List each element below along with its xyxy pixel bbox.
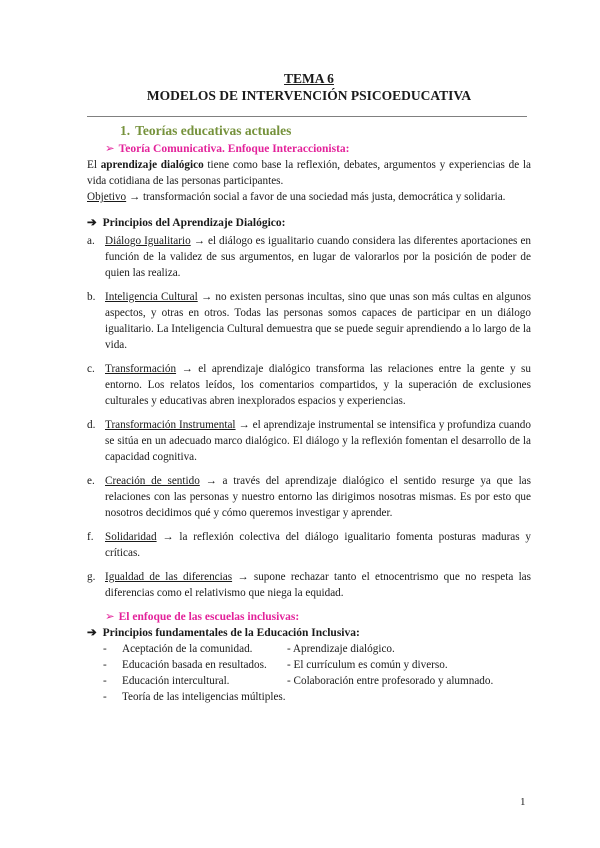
principles-heading — [87, 215, 531, 231]
subsection-title: Teoría Comunicativa. Enfoque Interaccionista: — [118, 143, 350, 155]
inclusive-item: Teoría de las inteligencias múltiples. — [122, 691, 286, 703]
dash-bullet: - — [103, 643, 107, 655]
item-letter: c. — [87, 363, 95, 375]
item-letter: e. — [87, 475, 95, 487]
dash-bullet: - — [103, 659, 107, 671]
list-item — [87, 417, 531, 465]
item-letter: f. — [87, 531, 94, 543]
item-text: → el aprendizaje dialógico transforma las relaciones entre la gente y su entorno. Los relatos leídos, los comentarios compartidos, y la superación de exclusiones culturales y educativas abren inexplorados espacios y experiencias. — [105, 363, 531, 407]
document-subtitle: MODELOS DE INTERVENCIÓN PSICOEDUCATIVA — [146, 88, 472, 103]
item-term: Igualdad de las diferencias — [105, 571, 233, 583]
item-text: → el aprendizaje instrumental se intensifica y profundiza cuando se sitúa en un adecuado marco dialógico. El diálogo y la reflexión fomentan el desarrollo de la capacidad cognitiva. — [105, 419, 531, 463]
section-number: 1. — [120, 123, 131, 138]
principles-title: Principios del Aprendizaje Dialógico: — [102, 217, 286, 229]
item-body — [105, 529, 531, 561]
inclusive-item: Educación basada en resultados. — [122, 659, 267, 671]
item-term: Inteligencia Cultural — [105, 291, 198, 303]
inclusive-heading — [87, 625, 531, 641]
item-body — [105, 473, 531, 521]
list-item — [87, 673, 287, 689]
list-item — [87, 473, 531, 521]
item-body — [105, 417, 531, 465]
list-item — [87, 689, 287, 705]
inclusive-subheading — [105, 609, 531, 625]
item-body — [105, 361, 531, 409]
list-item — [87, 289, 531, 353]
arrow-right-icon: ➔ — [87, 217, 97, 229]
topic-title: TEMA 6 — [284, 71, 334, 86]
item-term: Solidaridad — [105, 531, 157, 543]
item-body — [105, 569, 531, 601]
item-body — [105, 233, 531, 281]
item-letter: g. — [87, 571, 96, 583]
dash-bullet: - — [103, 691, 107, 703]
subsection-heading — [105, 141, 531, 157]
item-text: → el diálogo es igualitario cuando considera las diferentes aportaciones en función de la validez de sus argumentos, en lugar de valorarlos por la posición de poder de quien las realiza. — [105, 235, 532, 279]
intro-text: tiene como base la reflexión, debates, argumentos y experiencias de la vida cotidiana de las personas participantes. — [87, 159, 531, 187]
item-letter: b. — [87, 291, 96, 303]
intro-paragraph — [87, 157, 531, 189]
document-page — [87, 70, 531, 705]
horizontal-rule — [87, 116, 527, 117]
page-number: 1 — [520, 796, 526, 808]
item-letter: a. — [87, 235, 95, 247]
objective-paragraph — [87, 189, 531, 205]
item-text: → no existen personas incultas, sino que unas son más cultas en algunos aspectos, y otras en otros. Todas las personas somos capaces de participar en un diálogo igualitario. La Inteligencia Cultural demuestra que se puede seguir aprendiendo a lo largo de la vida. — [105, 291, 531, 351]
list-item — [87, 569, 531, 601]
inclusive-item: - Aprendizaje dialógico. — [287, 643, 395, 655]
item-term: Diálogo Igualitario — [105, 235, 191, 247]
list-item — [87, 361, 531, 409]
list-item — [87, 529, 531, 561]
inclusive-title: Principios fundamentales de la Educación Inclusiva: — [102, 627, 360, 639]
title-block — [87, 70, 531, 104]
item-text: → supone rechazar tanto el etnocentrismo que no respeta las diferencias como el relativismo que niega la equidad. — [105, 571, 531, 599]
inclusive-item: - Colaboración entre profesorado y alumnado. — [287, 675, 494, 687]
section-heading — [120, 123, 531, 139]
intro-bold-term: aprendizaje dialógico — [100, 159, 204, 171]
arrow-right-icon: ➔ — [87, 627, 97, 639]
intro-prefix: El — [87, 159, 101, 171]
item-term: Transformación Instrumental — [105, 419, 236, 431]
inclusive-subtitle: El enfoque de las escuelas inclusivas: — [118, 611, 300, 623]
list-item — [87, 641, 287, 657]
inclusive-principles-grid — [87, 641, 531, 705]
item-term: Transformación — [105, 363, 177, 375]
principles-list — [87, 233, 531, 601]
list-item — [87, 233, 531, 281]
item-body — [105, 289, 531, 353]
inclusive-item: Educación intercultural. — [122, 675, 230, 687]
dash-bullet: - — [103, 675, 107, 687]
objective-text: → transformación social a favor de una sociedad más justa, democrática y solidaria. — [126, 191, 506, 203]
inclusive-item: Aceptación de la comunidad. — [122, 643, 253, 655]
arrowhead-icon: ➢ — [105, 611, 115, 623]
item-text: → a través del aprendizaje dialógico el sentido resurge ya que las relaciones con las personas y nuestro entorno las dirigimos nosotras mismas. Es por esto que nosotros decidimos qué y cómo queremos investigar y aprender. — [105, 475, 531, 519]
arrowhead-icon: ➢ — [105, 143, 115, 155]
item-letter: d. — [87, 419, 96, 431]
item-term: Creación de sentido — [105, 475, 200, 487]
section-title: Teorías educativas actuales — [135, 123, 292, 138]
list-item — [87, 657, 287, 673]
objective-label: Objetivo — [87, 191, 127, 203]
inclusive-item: - El currículum es común y diverso. — [287, 659, 448, 671]
item-text: → la reflexión colectiva del diálogo igualitario fomenta posturas maduras y críticas. — [105, 531, 531, 559]
